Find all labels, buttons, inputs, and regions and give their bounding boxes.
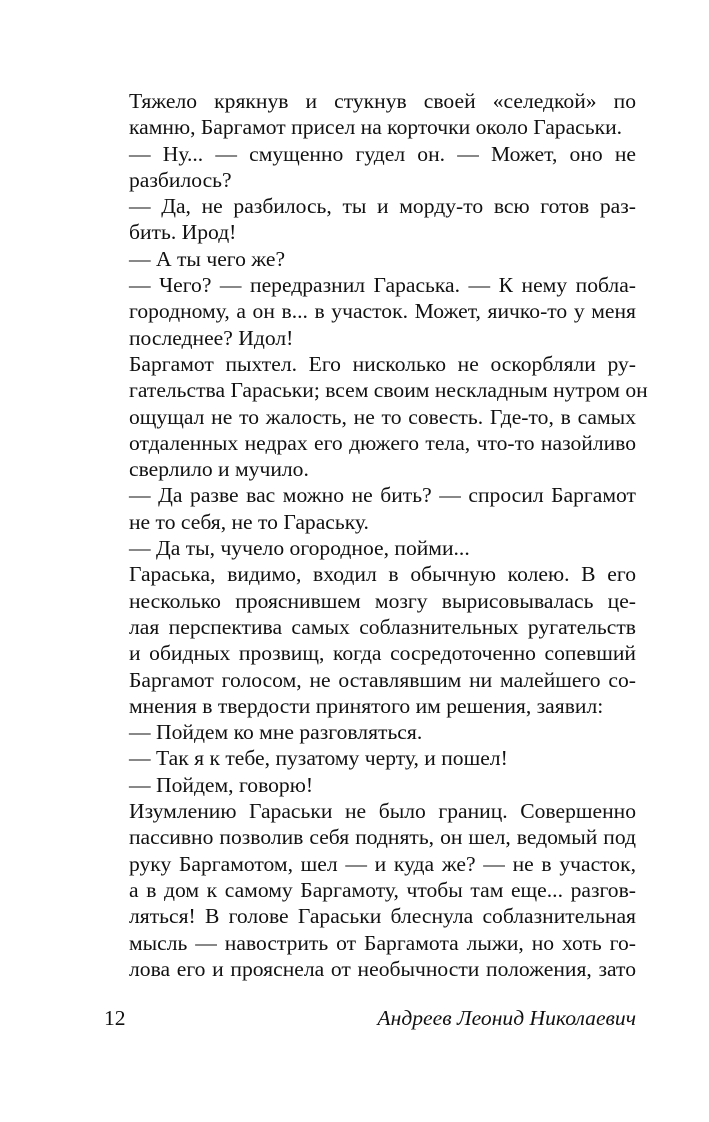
- text-line: Тяжело крякнув и стукнув своей «селедкой» по: [129, 89, 636, 113]
- text-line: Изумлению Гараськи не было границ. Совершенно: [129, 799, 636, 824]
- text-line: — Так я к тебе, пузатому черту, и пошел!: [129, 746, 508, 771]
- text-line: отдаленных недрах его дюжего тела, что-то назойливо: [129, 430, 636, 455]
- paragraph: [104, 193, 636, 246]
- text-line: гательства Гараськи; всем своим нескладным нутром он: [129, 378, 648, 403]
- text-line: мнения в твердости принятого им решения, заявил:: [129, 693, 604, 718]
- text-line: камню, Баргамот присел на корточки около Гараськи.: [129, 115, 623, 140]
- paragraph: [104, 745, 636, 771]
- text-line: ляться! В голове Гараськи блеснула соблазнительная: [129, 904, 636, 929]
- text-line: Баргамот голосом, не оставлявшим ни малейшего со-: [129, 667, 636, 692]
- paragraph: [104, 141, 636, 194]
- paragraph: [104, 772, 636, 798]
- text-line: и обидных прозвищ, когда сосредоточенно сопевший: [129, 641, 636, 666]
- text-line: городному, а он в... в участок. Может, яичко-то у меня: [129, 299, 636, 324]
- page-number: 12: [104, 1006, 126, 1030]
- text-line: — Да, не разбилось, ты и морду-то всю готов раз-: [129, 194, 636, 219]
- paragraph: [104, 88, 636, 141]
- text-line: последнее? Идол!: [129, 325, 294, 350]
- paragraph: [104, 246, 636, 272]
- text-line: — Да ты, чучело огородное, пойми...: [129, 536, 470, 561]
- text-line: пассивно позволив себя поднять, он шел, ведомый под: [129, 825, 636, 850]
- text-line: бить. Ирод!: [129, 220, 237, 245]
- running-footer-author: Андреев Леонид Николаевич: [377, 1006, 636, 1030]
- text-line: — А ты чего же?: [129, 246, 286, 271]
- text-line: — Да разве вас можно не бить? — спросил Баргамот: [129, 483, 636, 508]
- paragraph: [104, 561, 636, 719]
- text-line: Баргамот пыхтел. Его нисколько не оскорбляли ру-: [129, 351, 636, 376]
- text-line: сверлило и мучило.: [129, 457, 309, 482]
- paragraph: [104, 482, 636, 535]
- text-line: не то себя, не то Гараську.: [129, 509, 369, 534]
- text-line: — Чего? — передразнил Гараська. — К нему побла-: [129, 273, 636, 298]
- text-line: — Пойдем ко мне разговляться.: [129, 720, 423, 745]
- text-line: несколько прояснившем мозгу вырисовывалась це-: [129, 588, 636, 613]
- text-line: ощущал не то жалость, не то совесть. Где-то, в самых: [129, 404, 636, 429]
- text-line: Гараська, видимо, входил в обычную колею. В его: [129, 562, 636, 587]
- paragraph: [104, 351, 648, 482]
- text-line: мысль — навострить от Баргамота лыжи, но хоть го-: [129, 930, 636, 955]
- paragraph: [104, 798, 636, 982]
- paragraph: [104, 719, 636, 745]
- text-line: лова его и прояснела от необычности положения, зато: [129, 956, 636, 981]
- text-line: — Ну... — смущенно гудел он. — Может, оно не: [129, 141, 636, 166]
- text-line: — Пойдем, говорю!: [129, 772, 314, 797]
- text-line: руку Баргамотом, шел — и куда же? — не в участок,: [129, 851, 636, 876]
- page-body: [104, 88, 648, 982]
- text-line: разбилось?: [129, 167, 232, 192]
- text-line: а в дом к самому Баргамоту, чтобы там еще... разгов-: [129, 877, 636, 902]
- text-line: лая перспектива самых соблазнительных ругательств: [129, 614, 636, 639]
- paragraph: [104, 535, 636, 561]
- paragraph: [104, 272, 636, 351]
